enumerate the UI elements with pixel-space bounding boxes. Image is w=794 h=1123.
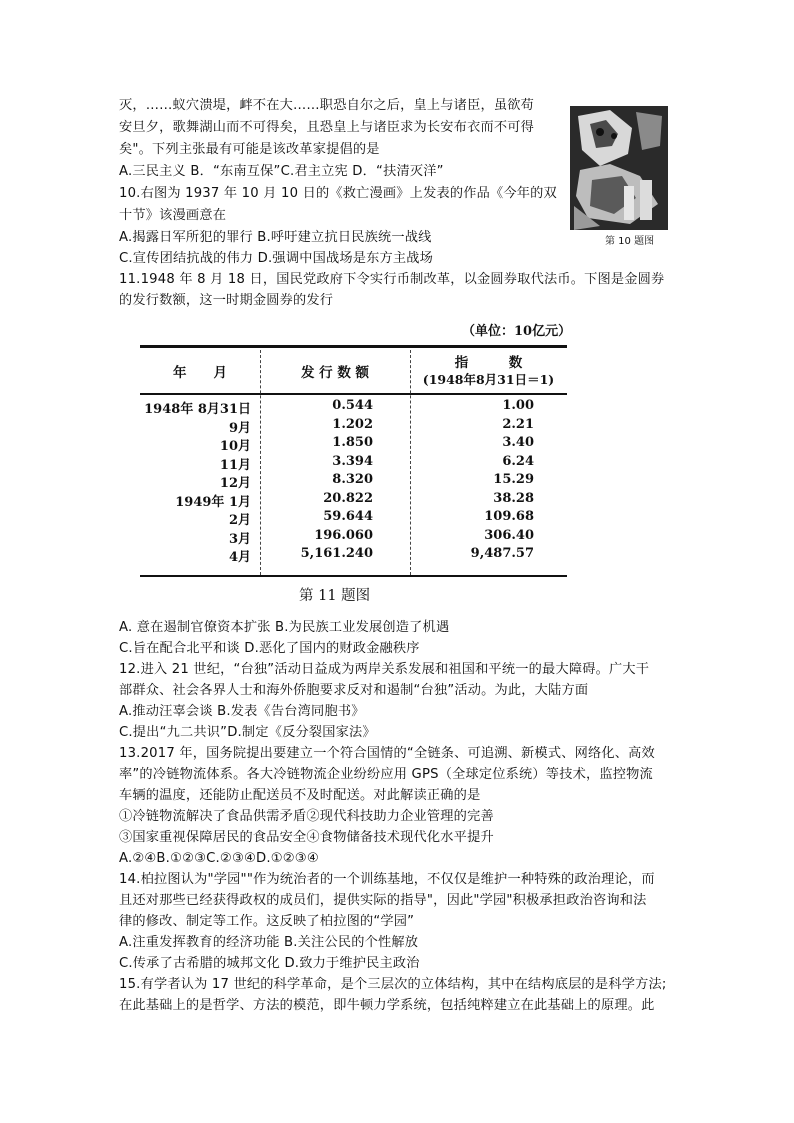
- text-line: A.②④B.①②③C.②③④D.①②③④: [119, 851, 319, 866]
- text-line: A.三民主义 B．“东南互保”C.君主立宪 D．“扶清灭洋”: [119, 164, 444, 179]
- text-line: 的发行数额，这一时期金圆券的发行: [119, 293, 334, 308]
- text-line: 安旦夕，歌舞湖山而不可得矣，且恐皇上与诸臣求为长安布衣而不可得: [119, 120, 535, 135]
- cell-index: 3.40: [502, 435, 534, 450]
- text-line: A.推动汪辜会谈 B.发表《告台湾同胞书》: [119, 704, 365, 719]
- cell-date: 11月: [219, 457, 251, 473]
- table-row: [140, 417, 567, 436]
- text-line: C.传承了古希腊的城邦文化 D.致力于维护民主政治: [119, 956, 420, 971]
- text-line: 11.1948 年 8 月 18 日，国民党政府下令实行币制改革，以金圆券取代法币。下图是金圆券: [119, 272, 665, 287]
- cell-index: 9,487.57: [470, 546, 534, 561]
- table-top-rule: [140, 345, 567, 348]
- cell-date: 3月: [228, 531, 251, 547]
- cell-date: 1948年 8月31日: [144, 402, 251, 417]
- table-bottom-rule: [140, 575, 567, 577]
- text-line: 率”的冷链物流体系。各大冷链物流企业纷纷应用 GPS（全球定位系统）等技术，监控物流: [119, 767, 653, 782]
- cell-date: 9月: [228, 420, 251, 436]
- cell-amount: 0.544: [332, 398, 373, 413]
- cell-index: 109.68: [484, 509, 534, 524]
- cell-index: 6.24: [502, 453, 534, 469]
- table-row: [140, 435, 567, 454]
- cell-index: 2.21: [502, 416, 534, 432]
- cell-date: 2月: [228, 513, 251, 528]
- text-line: 十节》该漫画意在: [119, 208, 227, 223]
- table-header-rule: [140, 393, 567, 395]
- text-line: 14.柏拉图认为"学园""作为统治者的一个训练基地，不仅仅是维护一种特殊的政治理论，而: [119, 872, 655, 887]
- text-line: ③国家重视保障居民的食品安全④食物储备技术现代化水平提升: [119, 830, 494, 845]
- table-row: [140, 472, 567, 491]
- table-row: [140, 509, 567, 528]
- text-line: C.宣传团结抗战的伟力 D.强调中国战场是东方主战场: [119, 251, 434, 266]
- cartoon-illustration: [570, 106, 668, 230]
- cell-date: 10月: [219, 439, 251, 454]
- text-line: 15.有学者认为 17 世纪的科学革命，是个三层次的立体结构，其中在结构底层的是科学方法;: [119, 977, 667, 992]
- cell-amount: 196.060: [314, 527, 373, 543]
- text-line: 律的修改、制定等工作。这反映了柏拉图的“学园”: [119, 914, 415, 929]
- cell-index: 1.00: [502, 398, 534, 413]
- cell-amount: 59.644: [323, 509, 373, 524]
- cell-amount: 1.202: [332, 416, 373, 432]
- currency-issue-table: [140, 345, 567, 578]
- text-line: 灭，……蚁穴溃堤，衅不在大……职恐自尔之后，皇上与诸臣，虽欲苟: [119, 98, 535, 113]
- figure-10-caption: 第 10 题图: [605, 236, 655, 247]
- text-line: C.旨在配合北平和谈 D.恶化了国内的财政金融秩序: [119, 641, 420, 656]
- cell-index: 306.40: [484, 527, 534, 543]
- cell-date: 1949年 1月: [175, 494, 251, 510]
- text-line: 12.进入 21 世纪，“台独”活动日益成为两岸关系发展和祖国和平统一的最大障碍。广大干: [119, 662, 650, 677]
- cell-amount: 8.320: [332, 472, 373, 487]
- cell-amount: 3.394: [332, 453, 373, 469]
- text-line: ①冷链物流解决了食品供需矛盾②现代科技助力企业管理的完善: [119, 809, 494, 824]
- text-line: 10.右图为 1937 年 10 月 10 日的《救亡漫画》上发表的作品《今年的双: [119, 186, 557, 201]
- column-header-date: 年 月: [173, 365, 227, 381]
- table-unit-label: （单位：10亿元）: [462, 324, 572, 339]
- text-line: 部群众、社会各界人士和海外侨胞要求反对和遏制“台独”活动。为此，大陆方面: [119, 683, 589, 698]
- text-line: 13.2017 年，国务院提出要建立一个符合国情的“全链条、可追溯、新模式、网络化、高效: [119, 746, 655, 761]
- text-line: 且还对那些已经获得政权的成员们，提供实际的指导"，因此"学园"积极承担政治咨询和法: [119, 893, 647, 908]
- cell-amount: 5,161.240: [300, 546, 373, 561]
- column-header-index: 指 数: [454, 355, 523, 371]
- cartoon-image: [570, 106, 668, 230]
- text-line: 矣"。下列主张最有可能是该改革家提倡的是: [119, 142, 380, 157]
- column-header-amount: 发 行 数 额: [300, 365, 370, 381]
- cell-date: 12月: [219, 476, 251, 491]
- text-line: A.揭露日军所犯的罪行 B.呼吁建立抗日民族统一战线: [119, 230, 432, 245]
- text-line: A.注重发挥教育的经济功能 B.关注公民的个性解放: [119, 935, 419, 950]
- table-row: [140, 528, 567, 547]
- cell-date: 4月: [228, 550, 251, 565]
- text-line: C.提出“九二共识”D.制定《反分裂国家法》: [119, 725, 376, 740]
- cell-amount: 1.850: [332, 435, 373, 450]
- cell-index: 38.28: [493, 490, 534, 506]
- column-header-index-base: (1948年8月31日＝1): [422, 372, 555, 387]
- table-row: [140, 546, 567, 565]
- table-body: [140, 398, 567, 565]
- text-line: 在此基础上的是哲学、方法的模范，即牛顿力学系统，包括纯粹建立在此基础上的原理。此: [119, 998, 655, 1013]
- table-row: [140, 398, 567, 417]
- figure-11-caption: 第 11 题图: [299, 588, 371, 604]
- cell-index: 15.29: [493, 472, 534, 487]
- cell-amount: 20.822: [323, 490, 373, 506]
- text-line: A. 意在遏制官僚资本扩张 B.为民族工业发展创造了机遇: [119, 620, 450, 635]
- table-row: [140, 491, 567, 510]
- text-line: 车辆的温度，还能防止配送员不及时配送。对此解读正确的是: [119, 788, 481, 803]
- table-row: [140, 454, 567, 473]
